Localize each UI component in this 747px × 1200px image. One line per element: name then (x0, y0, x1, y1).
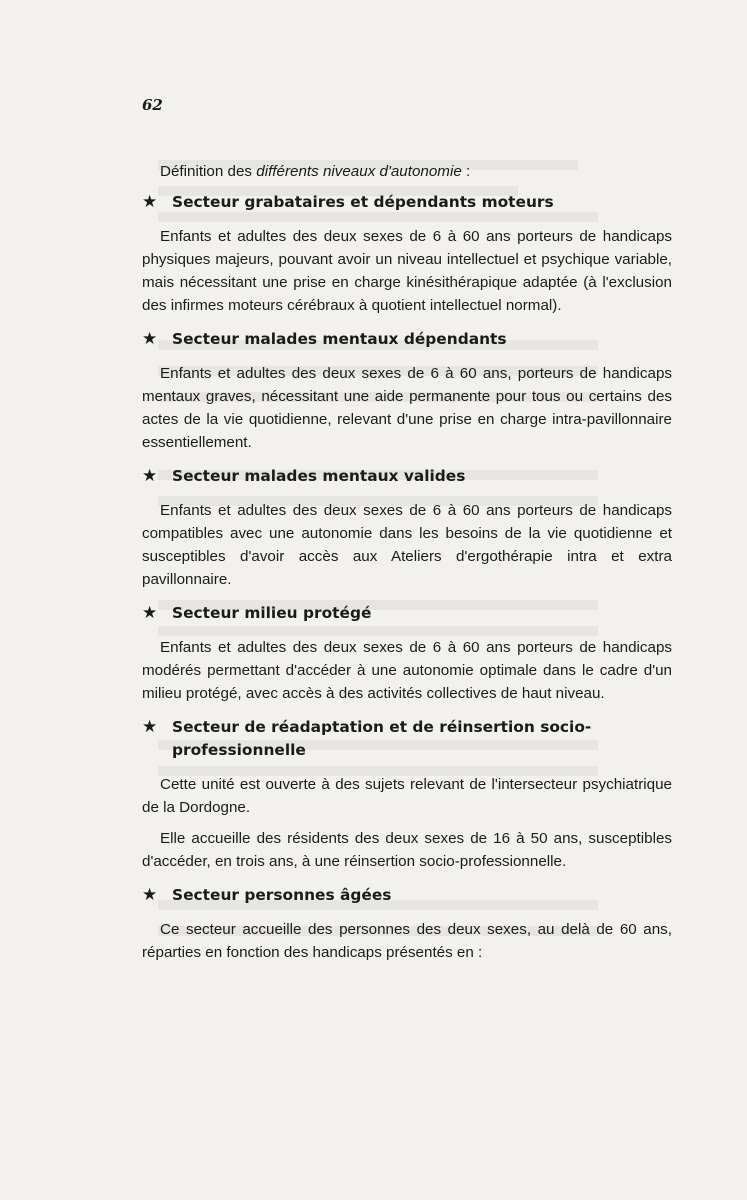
section-title-text: Secteur personnes âgées (172, 886, 392, 904)
star-bullet-icon: ★ (142, 192, 158, 212)
section-paragraph: Enfants et adultes des deux sexes de 6 à 60 ans porteurs de handicaps physiques majeurs, pouvant avoir un niveau intellectuel et psychique variable, mais nécessitant une prise en charge kinésithérapique adaptée (à l'exclusion des infirmes moteurs cérébraux à quotient intellectuel normal). (142, 228, 672, 314)
section-title-text: Secteur malades mentaux dépendants (172, 330, 507, 348)
section-paragraph: Cette unité est ouverte à des sujets relevant de l'intersecteur psychiatrique de la Dordogne. (142, 776, 672, 816)
section-milieu-protege (142, 602, 672, 705)
star-bullet-icon: ★ (142, 717, 158, 737)
section-paragraph: Enfants et adultes des deux sexes de 6 à 60 ans, porteurs de handicaps mentaux graves, nécessitant une aide permanente pour tous ou certains des actes de la vie quotidienne, relevant d'une prise en charge intra-pavillonnaire essentiellement. (142, 365, 672, 451)
star-bullet-icon: ★ (142, 885, 158, 905)
section-grabataires (142, 191, 672, 317)
section-paragraph: Enfants et adultes des deux sexes de 6 à 60 ans porteurs de handicaps compatibles avec une autonomie dans les besoins de la vie quotidienne et susceptibles d'avoir accès aux Ateliers d'ergothérapie intra et extra pavillonnaire. (142, 502, 672, 588)
section-paragraph: Elle accueille des résidents des deux sexes de 16 à 50 ans, susceptibles d'accéder, en trois ans, à une réinsertion socio-professionnelle. (142, 830, 672, 870)
section-title (142, 884, 672, 907)
section-malades-dependants (142, 328, 672, 454)
section-readaptation (142, 716, 672, 873)
section-paragraph: Ce secteur accueille des personnes des deux sexes, au delà de 60 ans, réparties en fonction des handicaps présentés en : (142, 921, 672, 961)
intro-emphasis: différents niveaux d'autonomie (256, 163, 462, 180)
section-title-text: Secteur malades mentaux valides (172, 467, 466, 485)
section-title (142, 465, 672, 488)
intro-line (160, 160, 672, 183)
intro-lead: Définition des (160, 163, 257, 180)
section-title (142, 716, 672, 762)
section-paragraph: Enfants et adultes des deux sexes de 6 à 60 ans porteurs de handicaps modérés permettant d'accéder à une autonomie optimale dans le cadre d'un milieu protégé, avec accès à des activités collectives de haut niveau. (142, 639, 672, 702)
page-number: 62 (142, 96, 163, 114)
section-title (142, 191, 672, 214)
intro-tail: : (461, 163, 471, 180)
section-title-text: Secteur milieu protégé (172, 604, 372, 622)
section-personnes-agees (142, 884, 672, 964)
section-title (142, 328, 672, 351)
star-bullet-icon: ★ (142, 603, 158, 623)
star-bullet-icon: ★ (142, 466, 158, 486)
section-title (142, 602, 672, 625)
section-malades-valides (142, 465, 672, 591)
star-bullet-icon: ★ (142, 329, 158, 349)
document-body (142, 160, 672, 975)
section-title-text: Secteur de réadaptation et de réinsertion socio-professionnelle (172, 718, 592, 759)
section-title-text: Secteur grabataires et dépendants moteurs (172, 193, 554, 211)
